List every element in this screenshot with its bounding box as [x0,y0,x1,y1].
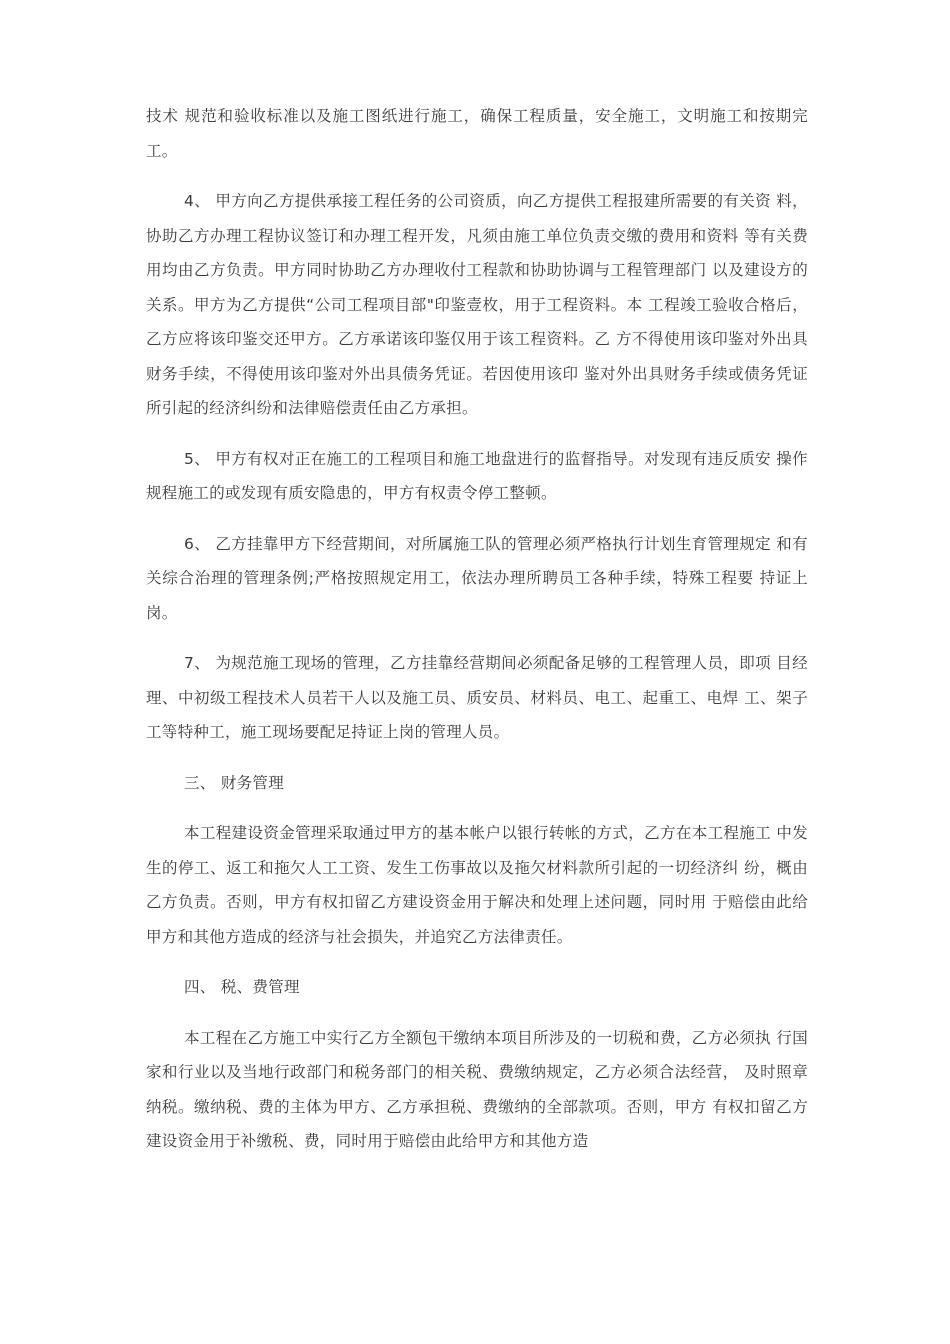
paragraph-gap [146,1005,808,1021]
paragraph-continuation: 技术 规范和验收标准以及施工图纸进行施工，确保工程质量，安全施工，文明施工和按期完 工。 [146,107,808,160]
section-heading-finance: 三、 财务管理 [184,773,285,792]
paragraph-gap [146,750,808,766]
clause-6-paragraph: 6、 乙方挂靠甲方下经营期间，对所属施工队的管理必须严格执行计划生育管理规定 和有关综合治理的管理条例;严格按照规定用工，依法办理所聘员工各种手续，特殊工程要 持证上岗。 [146,534,808,622]
paragraph-gap [146,426,808,442]
paragraph-gap [146,168,808,184]
tax-paragraph: 本工程在乙方施工中实行乙方全额包干缴纳本项目所涉及的一切税和费，乙方必须执 行国家和行业以及当地行政部门和税务部门的相关税、费缴纳规定，乙方必须合法经营， 及时照章纳税。缴纳税、费的主体为甲方、乙方承担税、费缴纳的全部款项。否则，甲方 有权扣留乙方建设资金用于补缴税、费，同时用于赔偿由此给甲方和其他方造 [146,1028,808,1150]
paragraph-gap [146,630,808,646]
clause-5-paragraph: 5、 甲方有权对正在施工的工程项目和施工地盘进行的监督指导。对发现有违反质安 操作规程施工的或发现有质安隐患的，甲方有权责令停工整顿。 [146,449,808,502]
finance-paragraph: 本工程建设资金管理采取通过甲方的基本帐户以银行转帐的方式，乙方在本工程施工 中发生的停工、返工和拖欠人工工资、发生工伤事故以及拖欠材料款所引起的一切经济纠 纷，概由乙方负责。否则，甲方有权扣留乙方建设资金用于解决和处理上述问题，同时用 于赔偿由此给甲方和其他方造成的经济与社会损失，并追究乙方法律责任。 [146,824,808,946]
paragraph-gap [146,800,808,816]
paragraph-gap [146,954,808,970]
clause-4-paragraph: 4、 甲方向乙方提供承接工程任务的公司资质，向乙方提供工程报建所需要的有关资 料，协助乙方办理工程协议签订和办理工程开发，凡须由施工单位负责交缴的费用和资料 等有关费用均由乙方负责。甲方同时协助乙方办理收付工程款和协助协调与工程管理部门 以及建设方的关系。甲方为乙方提供“公司工程项目部"印鉴壹枚，用于工程资料。本 工程竣工验收合格后，乙方应将该印鉴交还甲方。乙方承诺该印鉴仅用于该工程资料。乙 方不得使用该印鉴对外出具财务手续，不得使用该印鉴对外出具债务凭证。若因使用该印 鉴对外出具财务手续或债务凭证所引起的经济纠纷和法律赔偿责任由乙方承担。 [146,192,808,417]
clause-7-paragraph: 7、 为规范施工现场的管理，乙方挂靠经营期间必须配备足够的工程管理人员，即项 目经理、中初级工程技术人员若干人以及施工员、质安员、材料员、电工、起重工、电焊 工、架子工等特种工，施工现场要配足持证上岗的管理人员。 [146,654,808,741]
paragraph-gap [146,511,808,527]
section-heading-tax: 四、 税、费管理 [184,978,300,996]
document-body [146,99,808,1159]
